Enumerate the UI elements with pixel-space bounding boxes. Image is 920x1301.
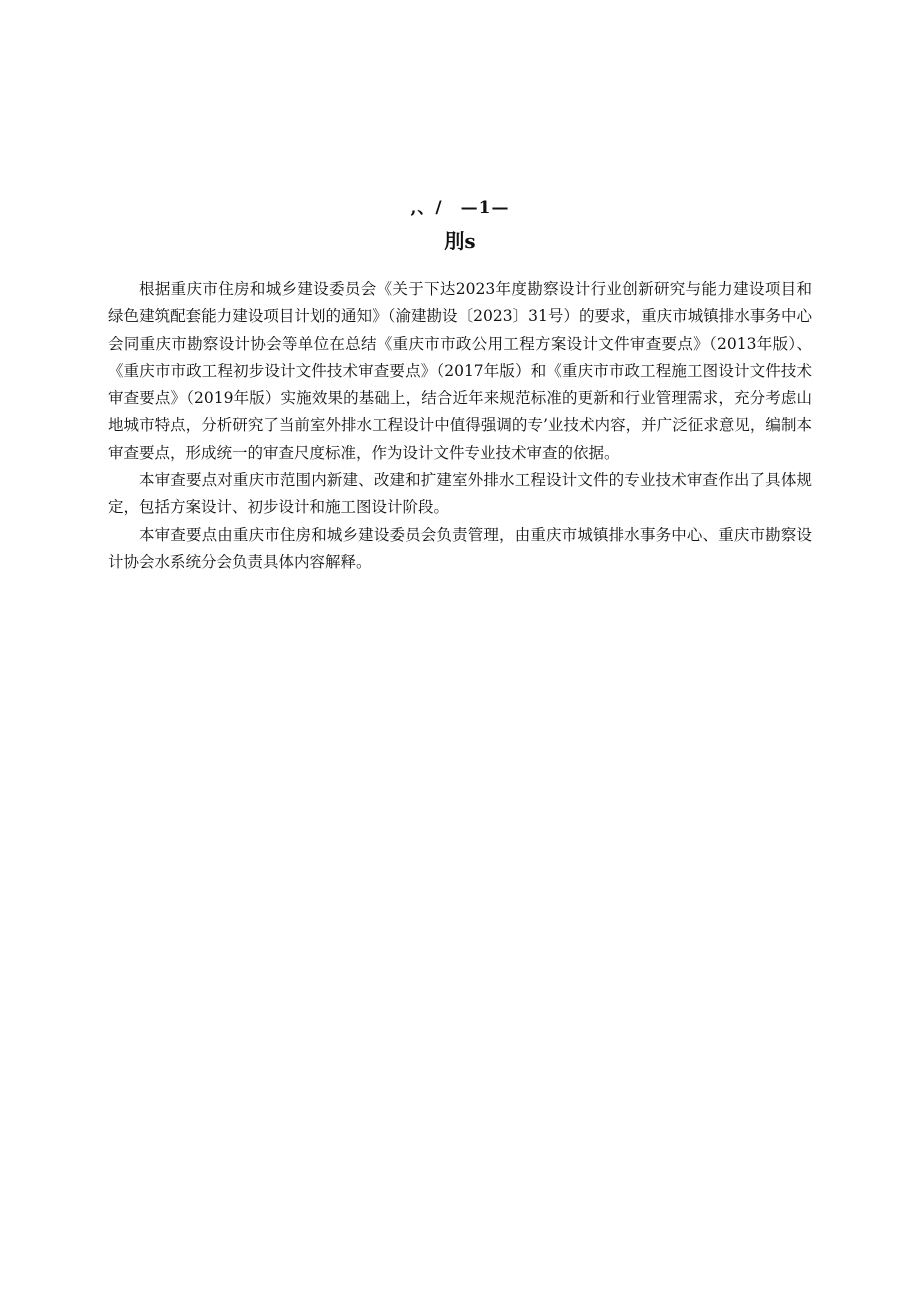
paragraph-3: 本审查要点由重庆市住房和城乡建设委员会负责管理，由重庆市城镇排水事务中心、重庆市勘察设计协会水系统分会负责具体内容解释。 xyxy=(108,525,812,571)
paragraph-2: 本审查要点对重庆市范围内新建、改建和扩建室外排水工程设计文件的专业技术审查作出了具体规定，包括方案设计、初步设计和施工图设计阶段。 xyxy=(108,471,812,517)
header-mark: ,、/ —1— xyxy=(410,198,510,218)
document-body xyxy=(108,276,812,576)
paragraph-1: 根据重庆市住房和城乡建设委员会《关于下达2023年度勘察设计行业创新研究与能力建设项目和绿色建筑配套能力建设项目计划的通知》（渝建勘设〔2023〕31号）的要求，重庆市城镇排水事务中心会同重庆市勘察设计协会等单位在总结《重庆市市政公用工程方案设计文件审查要点》（2013年版）、《重庆市市政工程初步设计文件技术审查要点》（2017年版）和《重庆市市政工程施工图设计文件技术审查要点》（2019年版）实施效果的基础上，结合近年来规范标准的更新和行业管理需求，充分考虑山地城市特点，分析研究了当前室外排水工程设计中值得强调的专’业技术内容，并广泛征求意见，编制本审查要点，形成统一的审查尺度标准，作为设计文件专业技术审查的依据。 xyxy=(108,280,812,462)
page-title: 刖s xyxy=(444,229,476,253)
